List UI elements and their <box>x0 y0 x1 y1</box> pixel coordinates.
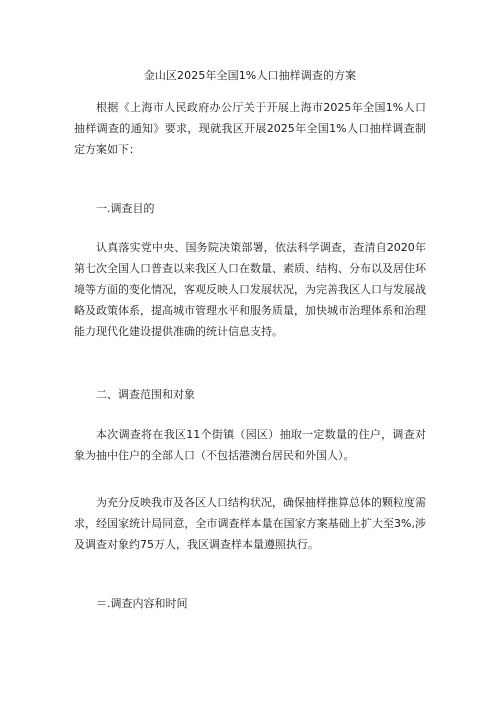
document-title: 金山区2025年全国1%人口抽样调查的方案 <box>143 69 357 82</box>
section-heading-scope: 二、调查范围和对象 <box>96 388 195 401</box>
scope-paragraph-1: 本次调查将在我区11个街镇（园区）抽取一定数量的住户，调查对象为抽中住户的全部人口（不包括港澳台居民和外国人）。 <box>74 428 426 462</box>
section-heading-content-time: ＝.调查内容和时间 <box>96 597 188 610</box>
purpose-paragraph: 认真落实党中央、国务院决策部署，依法科学调查，查清自2020年第七次全国人口普查以来我区人口在数量、素质、结构、分布以及居住环境等方面的变化情况，客观反映人口发展状况，为完善我区人口与发展战略及政策体系，提高城市管理水平和服务质量，加快城市治理体系和治理能力现代化建设提供准确的统计信息支持。 <box>74 241 426 338</box>
section-heading-purpose: 一.调查目的 <box>96 202 155 215</box>
intro-paragraph: 根据《上海市人民政府办公厅关于开展上海市2025年全国1%人口抽样调查的通知》要求，现就我区开展2025年全国1%人口抽样调查制定方案如下： <box>74 101 426 156</box>
scope-paragraph-2: 为充分反映我市及各区人口结构状况，确保抽样推算总体的颗粒度需求，经国家统计局同意，全市调查样本量在国家方案基础上扩大至3%,涉及调查对象约75万人，我区调查样本量遵照执行。 <box>74 496 426 551</box>
